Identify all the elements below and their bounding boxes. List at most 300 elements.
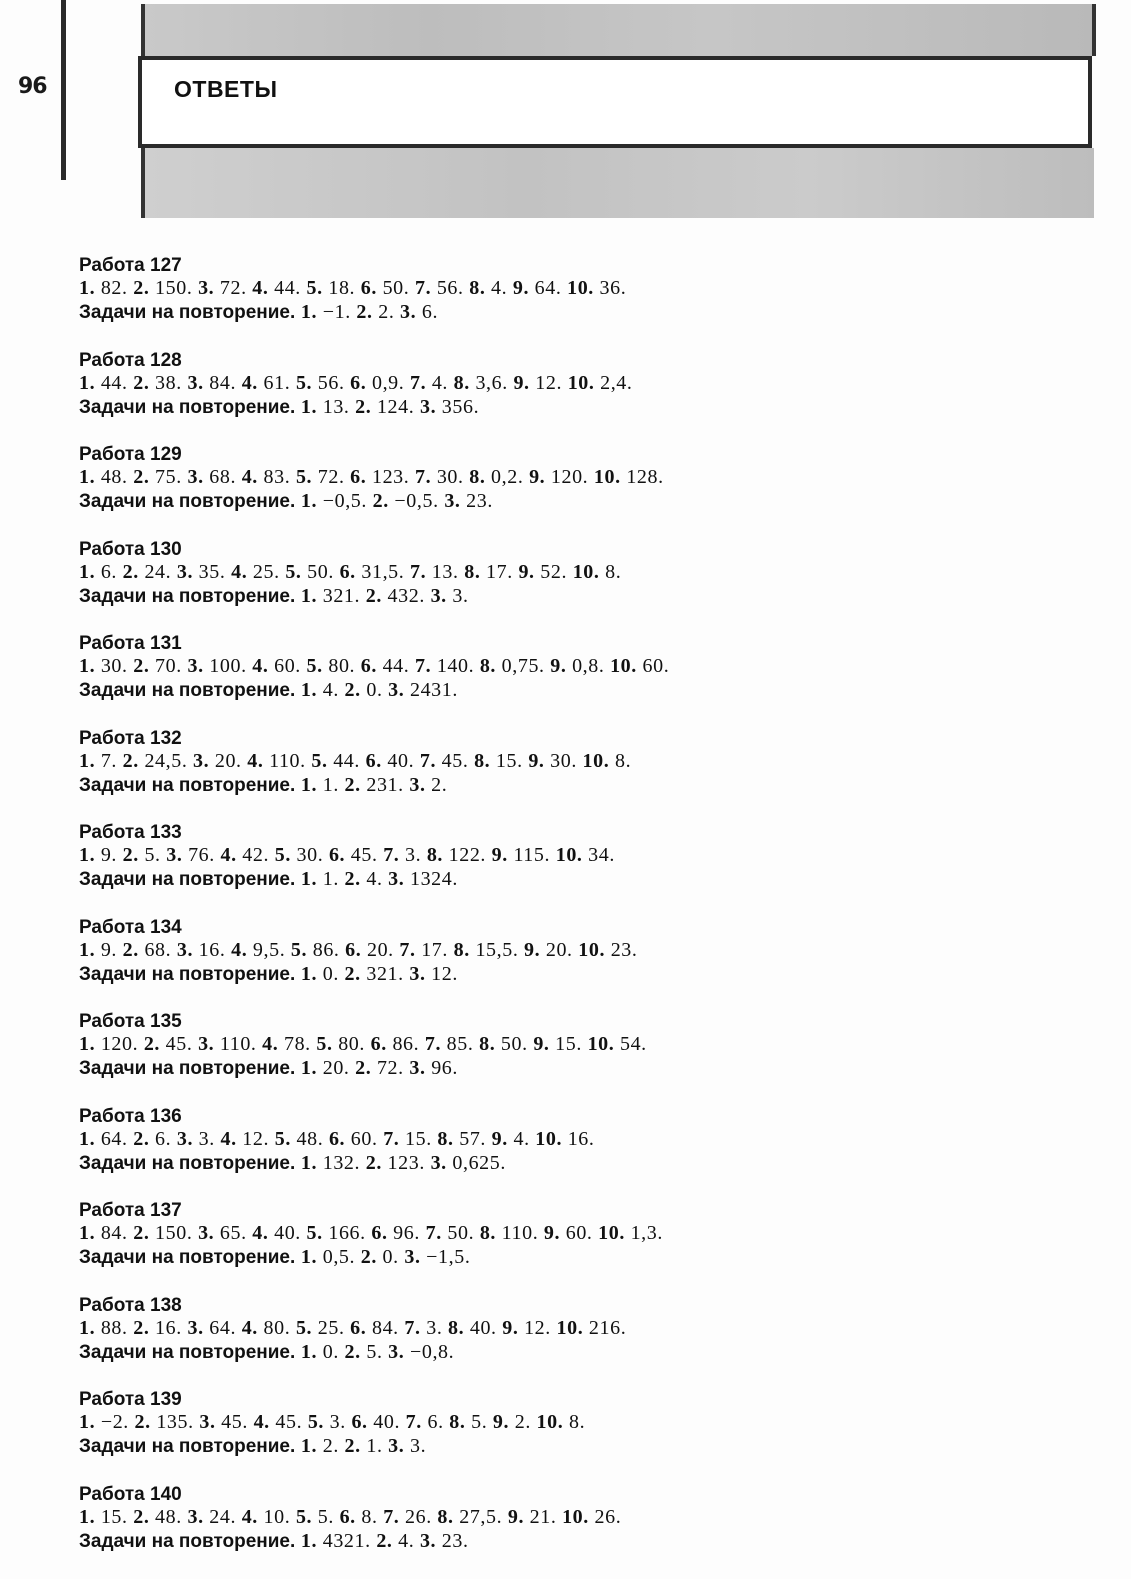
answer-number: 5.	[311, 749, 328, 772]
answer-number: 1.	[79, 1316, 96, 1339]
answer-number: 7.	[415, 277, 432, 299]
answer-number: 7.	[383, 844, 400, 866]
answer-number: 5.	[295, 371, 313, 394]
answer-section	[79, 729, 1079, 798]
answer-value: 26.	[405, 1505, 432, 1528]
repeat-line	[79, 395, 1079, 420]
answer-number: 3.	[198, 277, 215, 299]
answer-number: 2.	[133, 371, 150, 394]
answer-value: 12.	[535, 371, 563, 394]
answer-number: 7.	[405, 1411, 422, 1433]
answer-number: 7.	[383, 1127, 400, 1150]
repeat-label: Задачи на повторение.	[79, 1247, 296, 1268]
answer-number: 1.	[79, 938, 96, 961]
answer-number: 9.	[491, 1127, 508, 1150]
header-title: ОТВЕТЫ	[174, 76, 278, 102]
answer-section	[79, 445, 1079, 514]
answer-section	[79, 540, 1079, 609]
section-title: Работа 132	[79, 727, 182, 749]
answer-number: 7.	[399, 938, 416, 961]
answer-value: 84.	[371, 1316, 399, 1339]
answer-value: 8.	[361, 1505, 378, 1528]
answer-value: 25.	[252, 560, 280, 583]
repeat-number: 1.	[300, 490, 318, 512]
answer-value: 20.	[545, 938, 573, 961]
answer-number: 6.	[328, 1127, 346, 1150]
repeat-number: 1.	[300, 1435, 318, 1457]
answer-value: 96.	[393, 1222, 420, 1244]
answer-value: 3,6.	[475, 371, 508, 394]
answer-section	[79, 1012, 1079, 1081]
answer-number: 4.	[241, 1505, 258, 1528]
answer-number: 8.	[449, 1411, 466, 1433]
answer-number: 4.	[220, 1127, 237, 1150]
section-title: Работа 134	[79, 916, 182, 938]
answer-number: 9.	[491, 844, 508, 866]
answer-value: 84.	[100, 1222, 128, 1244]
answer-number: 6.	[365, 749, 382, 772]
answer-number: 10.	[598, 1222, 625, 1244]
answers-line	[79, 560, 1079, 584]
answer-value: 86.	[312, 938, 340, 961]
section-title: Работа 135	[79, 1011, 182, 1032]
answer-value: 120.	[100, 1033, 139, 1055]
answer-number: 8.	[479, 1222, 497, 1244]
answer-value: 48.	[100, 466, 128, 488]
answer-number: 6.	[350, 1316, 367, 1339]
answer-number: 3.	[198, 1222, 215, 1244]
answer-value: 40.	[387, 749, 415, 772]
answer-number: 9.	[543, 1222, 561, 1244]
answer-number: 1.	[79, 655, 96, 677]
answer-value: 150.	[155, 1222, 193, 1244]
answers-line	[79, 749, 1079, 773]
answer-value: 56.	[436, 277, 464, 299]
answer-section	[79, 634, 1079, 703]
answer-number: 5.	[295, 1505, 313, 1528]
section-title: Работа 129	[79, 444, 182, 465]
repeat-number: 2.	[344, 1340, 361, 1363]
answer-number: 2.	[133, 655, 150, 677]
answer-number: 4.	[253, 1411, 270, 1433]
answer-number: 5.	[306, 655, 323, 677]
answers-line	[79, 938, 1079, 962]
answer-value: 61.	[263, 371, 291, 394]
answer-number: 10.	[555, 844, 583, 866]
repeat-value: 0.	[382, 1246, 399, 1268]
answer-value: 44.	[382, 655, 410, 677]
answer-number: 4.	[231, 938, 248, 961]
answer-value: 31,5.	[361, 560, 405, 583]
answer-value: 45.	[441, 749, 469, 772]
answer-value: 8.	[568, 1411, 586, 1433]
answer-number: 3.	[176, 1127, 194, 1150]
answer-value: 44.	[333, 749, 360, 772]
answer-number: 1.	[79, 371, 96, 394]
answer-number: 9.	[513, 371, 530, 394]
answer-number: 4.	[241, 1316, 258, 1339]
repeat-label: Задачи на повторение.	[79, 302, 296, 323]
repeat-number: 3.	[430, 584, 447, 607]
answer-value: 140.	[436, 655, 475, 677]
answer-value: 60.	[274, 655, 301, 677]
answer-number: 2.	[134, 1411, 151, 1433]
repeat-label: Задачи на повторение.	[79, 396, 296, 418]
answer-value: 48.	[155, 1505, 182, 1528]
answer-value: 16.	[198, 938, 226, 961]
answer-value: 48.	[296, 1127, 324, 1150]
answer-number: 6.	[350, 371, 367, 394]
answer-number: 2.	[133, 1127, 150, 1150]
answer-value: 15.	[100, 1505, 128, 1528]
repeat-label: Задачи на повторение.	[79, 869, 296, 890]
repeat-number: 1.	[300, 1529, 318, 1552]
answer-number: 4.	[220, 844, 237, 866]
answer-number: 8.	[474, 749, 491, 772]
answer-number: 10.	[587, 1033, 615, 1055]
section-title: Работа 131	[79, 633, 182, 654]
answer-value: 4.	[431, 371, 449, 394]
answer-value: 52.	[540, 560, 568, 583]
repeat-number: 2.	[344, 679, 361, 701]
repeat-number: 1.	[300, 1057, 318, 1079]
answer-value: 9.	[100, 938, 118, 961]
answer-value: 34.	[588, 844, 615, 866]
section-title: Работа 138	[79, 1294, 182, 1316]
repeat-value: 231.	[366, 773, 404, 796]
repeat-value: 1.	[366, 1435, 383, 1457]
answer-number: 8.	[453, 371, 470, 394]
answer-value: 115.	[513, 844, 551, 866]
answer-value: 1,3.	[630, 1222, 663, 1244]
answer-number: 10.	[567, 277, 594, 299]
answer-value: 0,2.	[491, 466, 524, 488]
answer-value: 82.	[100, 277, 128, 299]
answer-value: 45.	[221, 1411, 248, 1433]
repeat-value: 12.	[431, 962, 458, 985]
answer-value: 44.	[274, 277, 301, 299]
answer-number: 3.	[187, 1316, 204, 1339]
answer-number: 10.	[610, 655, 637, 677]
answer-number: 1.	[79, 277, 96, 299]
answer-value: 40.	[373, 1411, 401, 1433]
repeat-value: 132.	[322, 1151, 361, 1174]
answer-number: 2.	[122, 938, 139, 961]
answer-value: 30.	[100, 655, 128, 677]
repeat-number: 3.	[419, 1529, 437, 1552]
header-box	[138, 56, 1092, 148]
answer-value: 2.	[514, 1411, 531, 1433]
answer-value: 15,5.	[475, 938, 519, 961]
repeat-value: −1.	[322, 301, 351, 323]
repeat-value: 1.	[322, 773, 339, 796]
repeat-number: 2.	[344, 868, 361, 890]
repeat-value: 2.	[378, 301, 395, 323]
answer-section	[79, 823, 1079, 892]
answer-number: 5.	[306, 1222, 323, 1244]
answer-number: 4.	[252, 277, 269, 299]
answer-value: 150.	[155, 277, 193, 299]
repeat-value: 4.	[322, 679, 339, 701]
repeat-number: 2.	[355, 395, 372, 418]
answer-value: 35.	[198, 560, 226, 583]
answer-number: 1.	[79, 466, 96, 488]
answer-value: 110.	[269, 749, 306, 772]
repeat-number: 1.	[300, 1246, 318, 1268]
answer-value: 24.	[209, 1505, 237, 1528]
answer-value: 38.	[155, 371, 182, 394]
answer-number: 3.	[199, 1411, 216, 1433]
repeat-number: 3.	[444, 490, 461, 512]
repeat-number: 2.	[376, 1529, 393, 1552]
answer-number: 9.	[492, 1411, 510, 1433]
answer-number: 10.	[536, 1411, 564, 1433]
answer-value: 60.	[642, 655, 670, 677]
repeat-number: 1.	[300, 773, 318, 796]
answer-number: 3.	[166, 844, 183, 866]
answer-value: 36.	[599, 277, 627, 299]
repeat-number: 3.	[400, 301, 417, 323]
answer-value: −2.	[100, 1411, 129, 1433]
answer-value: 80.	[263, 1316, 291, 1339]
answer-number: 8.	[479, 655, 497, 677]
answer-number: 4.	[252, 1222, 269, 1244]
repeat-number: 3.	[388, 1340, 405, 1363]
answer-value: 44.	[100, 371, 128, 394]
repeat-value: 124.	[376, 395, 415, 418]
repeat-label: Задачи на повторение.	[79, 1341, 296, 1363]
answer-value: 15.	[405, 1127, 432, 1150]
repeat-number: 1.	[300, 962, 318, 985]
answer-number: 8.	[437, 1127, 454, 1150]
repeat-value: 23.	[466, 490, 493, 512]
answer-value: 75.	[155, 466, 182, 488]
answer-value: 17.	[486, 560, 513, 583]
answer-number: 2.	[122, 749, 139, 772]
answer-number: 5.	[295, 1316, 313, 1339]
answers-line	[79, 371, 1079, 395]
answer-value: 23.	[610, 938, 638, 961]
answer-number: 8.	[426, 844, 444, 866]
answer-value: 6.	[155, 1127, 172, 1150]
repeat-line	[79, 867, 1079, 892]
answer-value: 100.	[209, 655, 247, 677]
answer-value: 8.	[614, 749, 632, 772]
answer-number: 1.	[79, 1411, 96, 1433]
repeat-line	[79, 773, 1079, 798]
answers-line	[79, 1505, 1079, 1529]
answer-number: 6.	[345, 938, 362, 961]
answer-value: 85.	[446, 1033, 474, 1055]
repeat-value: 3.	[409, 1435, 427, 1457]
section-title: Работа 136	[79, 1105, 182, 1127]
answer-number: 6.	[371, 1222, 388, 1244]
repeat-number: 3.	[409, 773, 426, 796]
answers-line	[79, 1316, 1079, 1340]
section-title: Работа 137	[79, 1200, 182, 1221]
section-title: Работа 139	[79, 1389, 182, 1410]
repeat-line	[79, 1245, 1079, 1270]
answer-number: 6.	[328, 844, 346, 866]
repeat-value: −0,8.	[409, 1340, 455, 1363]
repeat-label: Задачи на повторение.	[79, 680, 296, 701]
answer-number: 8.	[464, 560, 481, 583]
answer-number: 10.	[535, 1127, 563, 1150]
answer-number: 5.	[306, 277, 323, 299]
answer-value: 45.	[275, 1411, 303, 1433]
answer-value: 45.	[350, 844, 378, 866]
repeat-number: 3.	[419, 395, 437, 418]
answer-number: 3.	[193, 749, 210, 772]
answer-number: 8.	[437, 1505, 454, 1528]
repeat-number: 2.	[356, 301, 373, 323]
answer-value: 122.	[448, 844, 487, 866]
repeat-value: 0,625.	[452, 1151, 506, 1174]
repeat-value: 6.	[421, 301, 439, 323]
repeat-value: 13.	[322, 395, 350, 418]
repeat-value: −1,5.	[426, 1246, 471, 1268]
answer-number: 5.	[290, 938, 308, 961]
repeat-number: 3.	[409, 962, 426, 985]
repeat-value: 0.	[322, 962, 339, 985]
answer-value: 64.	[534, 277, 562, 299]
repeat-label: Задачи на повторение.	[79, 1058, 296, 1079]
answer-value: 10.	[263, 1505, 291, 1528]
repeat-value: 1.	[322, 868, 339, 890]
answer-number: 6.	[351, 1411, 368, 1433]
answer-number: 3.	[187, 466, 204, 488]
section-title: Работа 133	[79, 822, 182, 843]
repeat-number: 1.	[300, 1340, 318, 1363]
answer-number: 6.	[350, 466, 367, 488]
answer-value: 6.	[100, 560, 118, 583]
answer-value: 86.	[392, 1033, 420, 1055]
repeat-label: Задачи на повторение.	[79, 585, 296, 607]
answer-number: 9.	[507, 1505, 525, 1528]
repeat-number: 1.	[300, 584, 318, 607]
answer-number: 10.	[582, 749, 610, 772]
repeat-number: 3.	[388, 679, 405, 701]
answer-number: 2.	[133, 277, 150, 299]
answer-value: 84.	[209, 371, 237, 394]
answer-value: 27,5.	[459, 1505, 503, 1528]
repeat-value: 2.	[322, 1435, 339, 1457]
section-title: Работа 127	[79, 255, 182, 276]
answer-number: 6.	[360, 655, 377, 677]
answer-number: 9.	[550, 655, 567, 677]
repeat-value: 20.	[322, 1057, 350, 1079]
repeat-line	[79, 962, 1079, 987]
answer-value: 8.	[605, 560, 622, 583]
answer-number: 10.	[567, 371, 595, 394]
answer-value: 70.	[155, 655, 182, 677]
answer-value: 76.	[188, 844, 215, 866]
answer-number: 8.	[453, 938, 470, 961]
answers-line	[79, 654, 1079, 678]
answer-number: 9.	[518, 560, 535, 583]
answer-value: 24.	[144, 560, 172, 583]
answer-value: 16.	[155, 1316, 182, 1339]
repeat-value: 3.	[452, 584, 469, 607]
repeat-line	[79, 1529, 1079, 1554]
answer-number: 9.	[529, 466, 546, 488]
repeat-line	[79, 1151, 1079, 1176]
answers-line	[79, 843, 1079, 867]
repeat-value: 23.	[441, 1529, 469, 1552]
answer-value: 16.	[567, 1127, 595, 1150]
repeat-line	[79, 300, 1079, 325]
repeat-number: 3.	[404, 1246, 421, 1268]
answer-value: 72.	[317, 466, 345, 488]
answer-value: 12.	[524, 1316, 551, 1339]
answer-value: 78.	[283, 1033, 311, 1055]
answer-value: 123.	[371, 466, 410, 488]
answer-value: 5.	[144, 844, 161, 866]
repeat-number: 1.	[300, 301, 318, 323]
answer-value: 3.	[405, 844, 422, 866]
answer-value: 3.	[426, 1316, 443, 1339]
answer-value: 13.	[431, 560, 459, 583]
answers-line	[79, 1410, 1079, 1434]
repeat-label: Задачи на повторение.	[79, 1530, 296, 1552]
answer-number: 5.	[307, 1411, 325, 1433]
section-title: Работа 130	[79, 538, 182, 560]
answer-number: 7.	[424, 1033, 442, 1055]
answer-number: 3.	[176, 560, 194, 583]
repeat-line	[79, 584, 1079, 609]
answer-number: 4.	[241, 466, 258, 488]
repeat-label: Задачи на повторение.	[79, 963, 296, 985]
answer-number: 5.	[285, 560, 302, 583]
repeat-number: 1.	[300, 868, 318, 890]
answer-number: 1.	[79, 1033, 96, 1055]
repeat-value: 5.	[366, 1340, 383, 1363]
repeat-value: 0,5.	[322, 1246, 356, 1268]
answer-section	[79, 1485, 1079, 1554]
repeat-label: Задачи на повторение.	[79, 1152, 296, 1174]
answer-section	[79, 351, 1079, 420]
answer-value: 54.	[619, 1033, 647, 1055]
answer-number: 3.	[176, 938, 194, 961]
answer-value: 6.	[427, 1411, 444, 1433]
answer-number: 4.	[252, 655, 269, 677]
answer-value: 5.	[471, 1411, 488, 1433]
answer-value: 9,5.	[252, 938, 286, 961]
repeat-value: 2.	[431, 773, 448, 796]
answer-number: 6.	[339, 1505, 356, 1528]
answer-number: 5.	[316, 1033, 333, 1055]
section-title: Работа 128	[79, 349, 182, 371]
answer-number: 8.	[479, 1033, 496, 1055]
answer-section	[79, 256, 1079, 325]
answer-number: 5.	[274, 844, 291, 866]
answer-number: 3.	[198, 1033, 215, 1055]
answer-value: 5.	[317, 1505, 334, 1528]
answer-value: 15.	[555, 1033, 582, 1055]
answer-number: 10.	[578, 938, 606, 961]
answers-line	[79, 1032, 1079, 1056]
header-band-top	[141, 4, 1096, 56]
answer-number: 1.	[79, 1127, 96, 1150]
answer-number: 10.	[593, 466, 621, 488]
page-number: 96	[18, 74, 47, 99]
answer-value: 30.	[296, 844, 324, 866]
answer-number: 8.	[469, 277, 486, 299]
answer-value: 50.	[500, 1033, 528, 1055]
answer-value: 30.	[550, 749, 577, 772]
margin-rule	[61, 0, 66, 180]
answer-value: 110.	[501, 1222, 539, 1244]
